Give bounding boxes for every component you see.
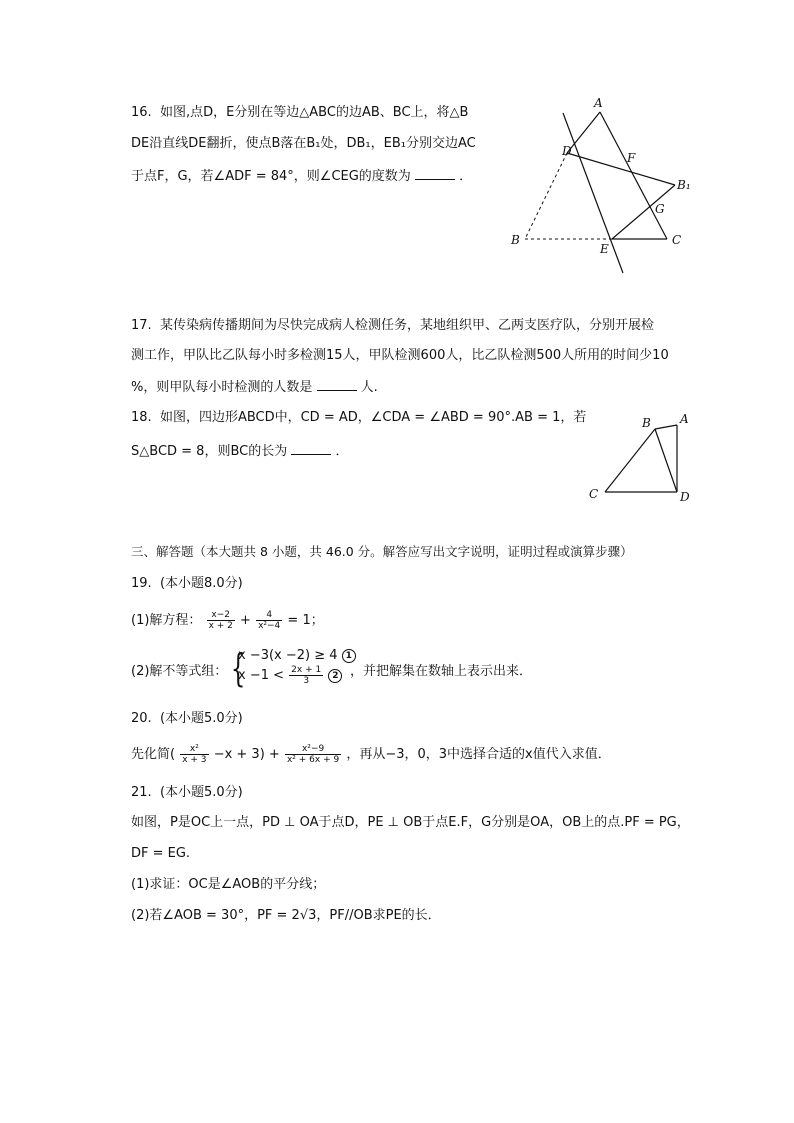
q17-line3-end: 人. — [360, 380, 378, 395]
q19-plus: + — [240, 613, 251, 628]
q16-line3-end: ． — [459, 169, 473, 184]
q19-ineq2-num: 2x + 1 — [291, 665, 322, 675]
label-B1: B₁ — [677, 178, 691, 192]
line-EB1 — [612, 185, 675, 239]
brace-icon: { — [230, 646, 246, 690]
section3-heading: 三、解答题（本大题共 8 小题，共 46.0 分。解答应写出文字说明，证明过程或演算步骤） — [131, 544, 633, 559]
q17-line2: 测工作，甲队比乙队每小时多检测15人，甲队检测600人，比乙队检测500人所用的时间少10 — [131, 348, 669, 363]
q19-ineq2-left: x −1 < — [238, 668, 285, 683]
line-BD — [655, 429, 677, 492]
q20-prefix: 先化简( — [131, 747, 176, 762]
q20-mid: −x + 3) + — [213, 747, 280, 762]
q21-line4: (2)若∠AOB = 30°，PF = 2√3，PF//OB求PE的长． — [131, 908, 441, 923]
label-F: F — [627, 151, 636, 165]
q19-ineq2 — [238, 664, 342, 688]
line-CB — [605, 429, 655, 492]
q16-triangle-figure — [505, 95, 705, 280]
q17-line1: 17. 某传染病传播期间为尽快完成病人检测任务，某地组织甲、乙两支医疗队，分别开展检 — [131, 318, 654, 333]
q19-ineq1 — [238, 648, 356, 664]
q18-line2-end: ． — [335, 444, 349, 459]
line-DB1 — [567, 153, 675, 185]
fraction — [207, 610, 235, 631]
circled-number-icon: 1 — [342, 649, 356, 663]
q17-line3 — [131, 378, 378, 396]
q20-title: 20. (本小题5.0分) — [131, 711, 243, 726]
label-B: B — [642, 416, 651, 430]
q21-title: 21. (本小题5.0分) — [131, 785, 243, 800]
q20-f2-num: x²−9 — [285, 744, 341, 755]
q20-f1-num: x² — [180, 744, 208, 755]
q18-line2 — [131, 442, 349, 460]
q19-p2-prefix: (2)解不等式组： — [131, 664, 228, 679]
answer-blank[interactable] — [415, 167, 455, 180]
label-D: D — [562, 144, 572, 158]
label-G: G — [655, 202, 665, 216]
line-AB — [567, 112, 600, 153]
q19-p2-suffix: ，并把解集在数轴上表示出来． — [350, 664, 533, 679]
q19-f2-num: 4 — [256, 610, 282, 621]
circled-number-icon: 2 — [328, 669, 342, 683]
q16-line2: DE沿直线DE翻折，使点B落在B₁处，DB₁，EB₁分别交边AC — [131, 136, 476, 151]
q16-line3 — [131, 167, 472, 185]
label-C: C — [589, 487, 599, 501]
q19-f2-den: x²−4 — [258, 621, 281, 631]
line-DE-fold — [563, 113, 623, 273]
fraction — [289, 665, 323, 686]
answer-blank[interactable] — [317, 378, 357, 391]
fraction — [285, 744, 341, 765]
label-E: E — [600, 242, 609, 256]
fraction — [180, 744, 208, 765]
q20-f2-den: x² + 6x + 9 — [286, 755, 340, 765]
q19-part1 — [131, 609, 324, 633]
q19-f1-den: x + 2 — [208, 621, 233, 631]
q18-line2-text: S△BCD = 8，则BC的长为 — [131, 444, 288, 459]
q21-line2: DF = EG. — [131, 846, 191, 861]
line-BA — [655, 425, 677, 429]
q19-ineq2-den: 3 — [303, 676, 310, 686]
fraction — [256, 610, 282, 631]
label-D: D — [680, 490, 690, 504]
q20-suffix: ，再从−3，0，3中选择合适的x值代入求值． — [346, 747, 611, 762]
q17-line3-text: %，则甲队每小时检测的人数是 — [131, 380, 313, 395]
q19-p1-prefix: (1)解方程： — [131, 613, 202, 628]
line-DB-dashed — [525, 153, 567, 239]
answer-blank[interactable] — [291, 442, 331, 455]
q19-p1-suffix: = 1； — [287, 613, 324, 628]
q18-line1: 18. 如图，四边形ABCD中，CD = AD，∠CDA = ∠ABD = 90°.AB = 1，若 — [131, 410, 587, 425]
q20-f1-den: x + 3 — [182, 755, 207, 765]
q16-line3-text: 于点F，G，若∠ADF = 84°，则∠CEG的度数为 — [131, 169, 411, 184]
q19-ineq1-text: x −3(x −2) ≥ 4 — [238, 648, 338, 663]
q19-f1-num: x−2 — [207, 610, 235, 621]
label-A: A — [594, 96, 603, 110]
q16-line1: 16. 如图,点D，E分别在等边△ABC的边AB、BC上，将△B — [131, 105, 469, 120]
q21-line1: 如图，P是OC上一点，PD ⊥ OA于点D，PE ⊥ OB于点E.F，G分别是OA，OB上的点.PF = PG， — [131, 815, 690, 830]
label-B: B — [511, 233, 520, 247]
q19-title: 19. (本小题8.0分) — [131, 576, 243, 591]
q21-line3: (1)求证：OC是∠AOB的平分线； — [131, 877, 326, 892]
q18-quadrilateral-figure — [585, 405, 700, 510]
label-C: C — [672, 233, 682, 247]
q20-body — [131, 740, 611, 770]
label-A: A — [680, 412, 689, 426]
